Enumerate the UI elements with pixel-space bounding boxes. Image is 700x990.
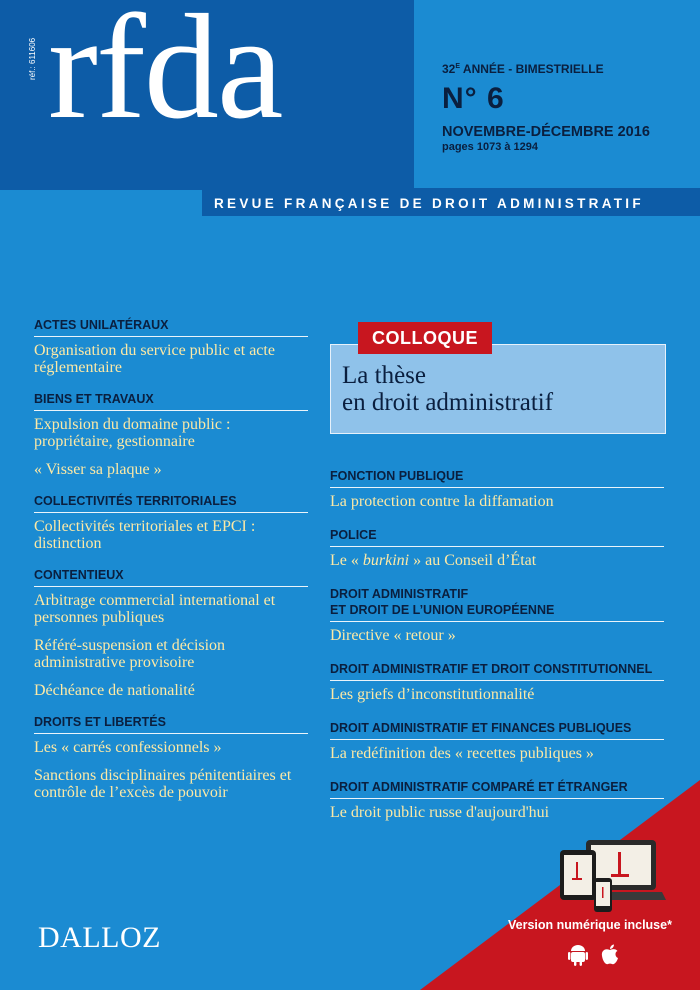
section-droits-et-libertes	[34, 715, 308, 801]
digital-version-label: Version numérique incluse*	[508, 918, 672, 932]
issue-info	[442, 62, 650, 153]
section-heading: FONCTION PUBLIQUE	[330, 468, 664, 488]
journal-subtitle: REVUE FRANÇAISE DE DROIT ADMINISTRATIF	[214, 196, 644, 211]
section-fonction-publique	[330, 468, 664, 511]
section-actes-unilateraux	[34, 318, 308, 376]
article-title: Expulsion du domaine public : propriétaire, gestionnaire	[34, 416, 231, 450]
article-title: La redéfinition des « recettes publiques »	[330, 745, 594, 762]
section-heading: CONTENTIEUX	[34, 568, 308, 587]
section-droit-union-europeenne	[330, 586, 664, 645]
issue-number: N° 6	[442, 82, 505, 115]
article-title: « Visser sa plaque »	[34, 461, 162, 478]
colloque-title-line: La thèse	[342, 362, 426, 389]
article-title: La protection contre la diffamation	[330, 493, 554, 510]
article-title: Sanctions disciplinaires pénitentiaires et contrôle de l’excès de pouvoir	[34, 767, 292, 801]
section-collectivites-territoriales	[34, 494, 308, 552]
right-contents-column	[330, 468, 664, 838]
issue-year: $32^E$ ANNÉE - BIMESTRIELLE	[442, 62, 604, 76]
article-title: Référé-suspension et décision administrative provisoire	[34, 637, 226, 671]
section-heading: BIENS ET TRAVAUX	[34, 392, 308, 411]
section-contentieux	[34, 568, 308, 699]
section-heading: POLICE	[330, 527, 664, 547]
article-title: Déchéance de nationalité	[34, 682, 195, 699]
section-heading: DROIT ADMINISTRATIF ET DROIT DE L’UNION EUROPÉENNE	[330, 586, 664, 622]
colloque-title	[342, 362, 662, 416]
section-heading: ACTES UNILATÉRAUX	[34, 318, 308, 337]
article-title: Le droit public russe d'aujourd'hui	[330, 804, 550, 821]
article-title: Les griefs d’inconstitutionnalité	[330, 686, 535, 703]
issue-date: NOVEMBRE-DÉCEMBRE 2016	[442, 124, 650, 140]
article-title: Le « burkini » au Conseil d’État	[330, 552, 537, 569]
reference-code: réf.: 611606	[28, 37, 37, 80]
journal-logo: rfda	[48, 0, 282, 150]
article-title: Collectivités territoriales et EPCI : distinction	[34, 518, 256, 552]
section-heading: COLLECTIVITÉS TERRITORIALES	[34, 494, 308, 513]
section-droit-constitutionnel	[330, 661, 664, 704]
article-title: Les « carrés confessionnels »	[34, 739, 222, 756]
colloque-title-line: en droit administratif	[342, 389, 554, 416]
section-heading: DROIT ADMINISTRATIF COMPARÉ ET ÉTRANGER	[330, 779, 664, 799]
article-title: Arbitrage commercial international et personnes publiques	[34, 592, 276, 626]
section-police	[330, 527, 664, 570]
colloque-tag: COLLOQUE	[358, 322, 492, 354]
article-title: Organisation du service public et acte réglementaire	[34, 342, 275, 376]
apple-icon	[600, 944, 620, 966]
section-biens-et-travaux	[34, 392, 308, 478]
article-title: Directive « retour »	[330, 627, 456, 644]
android-icon	[568, 944, 588, 966]
section-heading: DROIT ADMINISTRATIF ET FINANCES PUBLIQUES	[330, 720, 664, 740]
section-heading: DROIT ADMINISTRATIF ET DROIT CONSTITUTIONNEL	[330, 661, 664, 681]
os-icons	[568, 944, 620, 971]
section-finances-publiques	[330, 720, 664, 763]
section-droit-compare	[330, 779, 664, 822]
section-heading: DROITS ET LIBERTÉS	[34, 715, 308, 734]
issue-pages: pages 1073 à 1294	[442, 141, 539, 153]
left-contents-column	[34, 318, 308, 817]
devices-icon	[556, 838, 668, 914]
publisher-logo: DALLOZ	[38, 921, 161, 954]
